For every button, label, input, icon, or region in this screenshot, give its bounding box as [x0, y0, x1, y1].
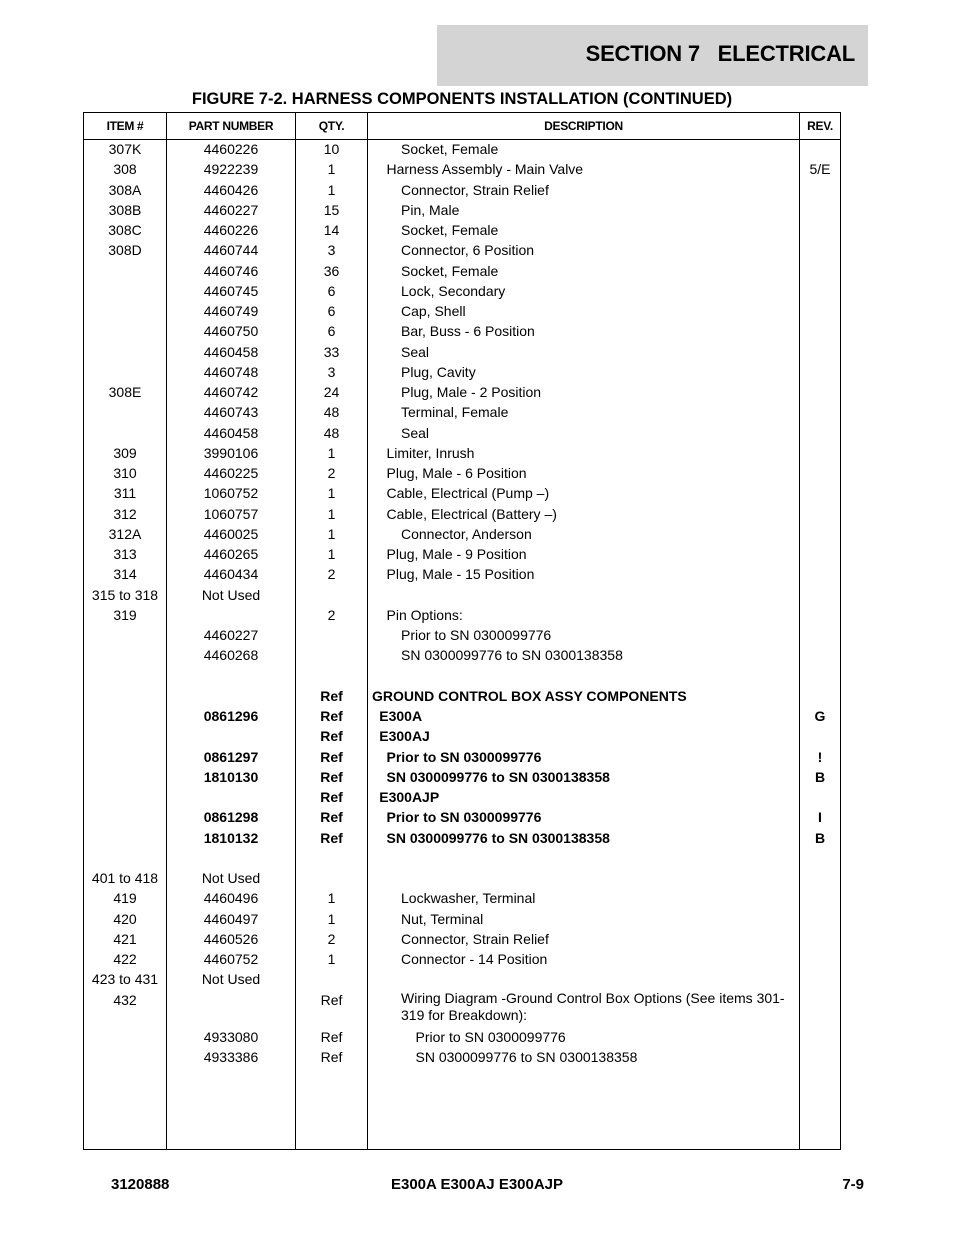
- part-number-cell: 4460025: [203, 525, 259, 542]
- part-number-cell: Not Used: [201, 586, 261, 603]
- qty-cell: 1: [327, 485, 336, 502]
- qty-cell: Ref: [320, 708, 343, 724]
- header-item: ITEM #: [106, 119, 144, 133]
- qty-cell: 1: [327, 444, 336, 461]
- header-description: DESCRIPTION: [544, 119, 623, 133]
- qty-cell: Ref: [320, 809, 343, 826]
- qty-cell: 1: [327, 951, 336, 967]
- qty-cell: Ref: [320, 687, 343, 704]
- qty-cell: 6: [327, 282, 336, 299]
- rev-cell: I: [818, 809, 822, 826]
- item-cell: 310: [113, 465, 137, 481]
- description-cell: Socket, Female: [401, 262, 499, 279]
- part-number-cell: 4460742: [203, 384, 259, 400]
- qty-cell: 1: [327, 181, 336, 198]
- item-cell: 315 to 318: [91, 586, 159, 603]
- part-number-cell: 4922239: [203, 161, 259, 178]
- item-cell: 420: [113, 910, 137, 927]
- part-number-cell: 4460743: [203, 404, 259, 421]
- description-cell: Prior to SN 0300099776: [401, 627, 552, 643]
- item-cell: 311: [113, 485, 137, 502]
- part-number-cell: 4460745: [203, 282, 259, 299]
- description-cell: Nut, Terminal: [401, 910, 484, 927]
- item-cell: 312: [113, 505, 137, 522]
- part-number-cell: 4460458: [203, 424, 259, 441]
- description-cell: Plug, Male - 9 Position: [386, 546, 527, 562]
- rev-cell: G: [814, 708, 826, 724]
- section-title: SECTION 7 ELECTRICAL: [585, 41, 855, 66]
- description-cell: Connector, Strain Relief: [401, 181, 549, 198]
- part-number-cell: Not Used: [201, 870, 261, 886]
- part-number-cell: 4460226: [203, 141, 259, 157]
- qty-cell: 3: [327, 363, 336, 380]
- part-number-cell: 4460744: [203, 242, 259, 259]
- description-cell: Pin Options:: [386, 606, 463, 623]
- qty-cell: 1: [327, 525, 336, 542]
- part-number-cell: 4460225: [203, 465, 259, 481]
- part-number-cell: 1060757: [203, 505, 259, 522]
- part-number-cell: 4460426: [203, 181, 259, 198]
- part-number-cell: 4460268: [203, 647, 259, 664]
- rev-cell: B: [814, 829, 826, 846]
- item-cell: 307K: [108, 141, 142, 157]
- part-number-cell: 1060752: [203, 485, 259, 502]
- qty-cell: 1: [327, 505, 336, 522]
- rev-cell: 5/E: [809, 161, 831, 178]
- qty-cell: Ref: [320, 728, 343, 745]
- qty-cell: 15: [323, 201, 340, 218]
- qty-cell: 48: [323, 404, 340, 421]
- qty-cell: Ref: [320, 829, 343, 846]
- part-number-cell: 4460749: [203, 303, 259, 319]
- footer-page-number: 7-9: [842, 1176, 864, 1193]
- description-cell: Prior to SN 0300099776: [415, 1028, 566, 1045]
- description-cell: Cap, Shell: [401, 303, 466, 319]
- part-number-cell: 4460227: [203, 201, 259, 218]
- description-cell: Socket, Female: [401, 222, 499, 238]
- description-cell: Lockwasher, Terminal: [401, 890, 536, 907]
- part-number-cell: 4933386: [203, 1049, 259, 1065]
- description-cell: SN 0300099776 to SN 0300138358: [401, 647, 623, 664]
- description-cell: Lock, Secondary: [401, 282, 506, 299]
- part-number-cell: 0861297: [203, 748, 259, 765]
- description-cell: SN 0300099776 to SN 0300138358: [415, 1049, 638, 1065]
- qty-cell: 10: [323, 141, 340, 157]
- item-cell: 308A: [108, 181, 142, 198]
- item-cell: 308E: [108, 384, 142, 400]
- part-number-cell: 4460458: [203, 343, 259, 360]
- description-cell: Plug, Cavity: [401, 363, 476, 380]
- description-cell: SN 0300099776 to SN 0300138358: [386, 768, 610, 785]
- qty-cell: Ref: [320, 1028, 343, 1045]
- part-number-cell: 4460497: [203, 910, 259, 927]
- description-cell: E300AJP: [379, 789, 440, 805]
- item-cell: 308B: [108, 201, 142, 218]
- item-cell: 313: [113, 546, 137, 562]
- qty-cell: 1: [327, 910, 336, 927]
- qty-cell: 3: [327, 242, 336, 259]
- description-cell: Plug, Male - 6 Position: [386, 465, 527, 481]
- description-cell: Connector - 14 Position: [401, 951, 548, 967]
- description-cell: SN 0300099776 to SN 0300138358: [386, 829, 610, 846]
- qty-cell: Ref: [320, 789, 343, 805]
- rev-cell: B: [814, 768, 826, 785]
- description-cell: E300A: [379, 708, 423, 724]
- qty-cell: 24: [323, 384, 340, 400]
- item-cell: 319: [113, 606, 137, 623]
- part-number-cell: 0861296: [203, 708, 259, 724]
- part-number-cell: 4460748: [203, 363, 259, 380]
- description-cell: Socket, Female: [401, 141, 499, 157]
- part-number-cell: 4460226: [203, 222, 259, 238]
- description-cell: Bar, Buss - 6 Position: [401, 323, 535, 340]
- item-cell: 432: [113, 991, 137, 1008]
- part-number-cell: 4460265: [203, 546, 259, 562]
- description-cell: Cable, Electrical (Pump –): [386, 485, 550, 502]
- qty-cell: Ref: [320, 1049, 343, 1065]
- qty-cell: 2: [327, 566, 336, 583]
- parts-table: [83, 112, 841, 1150]
- description-cell: Wiring Diagram -Ground Control Box Options (See items 301-319 for Breakdown):: [401, 989, 785, 1023]
- description-cell: Harness Assembly - Main Valve: [386, 161, 584, 178]
- item-cell: 422: [113, 951, 137, 967]
- header-rev: REV.: [807, 119, 833, 133]
- description-cell: Limiter, Inrush: [386, 444, 475, 461]
- qty-cell: 6: [327, 303, 336, 319]
- qty-cell: 2: [327, 465, 336, 481]
- item-cell: 308C: [108, 222, 142, 238]
- part-number-cell: 3990106: [203, 444, 259, 461]
- qty-cell: 1: [327, 890, 336, 907]
- section-banner: [437, 25, 868, 86]
- part-number-cell: 4460526: [203, 930, 259, 947]
- item-cell: 309: [113, 444, 137, 461]
- part-number-cell: 1810132: [203, 829, 259, 846]
- qty-cell: 33: [323, 343, 340, 360]
- part-number-cell: 4460434: [203, 566, 259, 583]
- item-cell: 312A: [108, 525, 142, 542]
- qty-cell: 1: [327, 546, 336, 562]
- column-divider: [799, 113, 800, 1149]
- part-number-cell: 4460752: [203, 951, 259, 967]
- qty-cell: Ref: [320, 748, 343, 765]
- footer-models: E300A E300AJ E300AJP: [390, 1176, 564, 1193]
- description-cell: Plug, Male - 2 Position: [401, 384, 542, 400]
- part-number-cell: 4460496: [203, 890, 259, 907]
- part-number-cell: 4460750: [203, 323, 259, 340]
- part-number-cell: 0861298: [203, 809, 259, 826]
- item-cell: 314: [113, 566, 137, 583]
- part-number-cell: 4460746: [203, 262, 259, 279]
- item-cell: 421: [113, 930, 137, 947]
- part-number-cell: Not Used: [201, 971, 261, 988]
- description-cell: Seal: [401, 343, 430, 360]
- qty-cell: 48: [323, 424, 340, 441]
- item-cell: 308: [113, 161, 137, 178]
- description-cell: Prior to SN 0300099776: [386, 748, 542, 765]
- rev-cell: !: [817, 748, 823, 765]
- description-cell: Prior to SN 0300099776: [386, 809, 542, 826]
- qty-cell: Ref: [320, 991, 343, 1008]
- header-part-number: PART NUMBER: [188, 119, 274, 133]
- qty-cell: 6: [327, 323, 336, 340]
- description-cell: Terminal, Female: [401, 404, 509, 421]
- description-cell: Connector, Anderson: [401, 525, 532, 542]
- header-qty: QTY.: [318, 119, 345, 133]
- part-number-cell: 4933080: [203, 1028, 259, 1045]
- qty-cell: 14: [323, 222, 340, 238]
- qty-cell: 2: [327, 930, 336, 947]
- qty-cell: 1: [327, 161, 336, 178]
- qty-cell: 2: [327, 606, 336, 623]
- description-cell: Plug, Male - 15 Position: [386, 566, 535, 583]
- item-cell: 308D: [108, 242, 142, 259]
- qty-cell: Ref: [320, 768, 343, 785]
- qty-cell: 36: [323, 262, 340, 279]
- item-cell: 423 to 431: [91, 971, 159, 988]
- part-number-cell: 1810130: [203, 768, 259, 785]
- footer-doc-number: 3120888: [111, 1176, 170, 1193]
- description-cell: Seal: [401, 424, 430, 441]
- description-cell: Connector, 6 Position: [401, 242, 535, 259]
- part-number-cell: 4460227: [203, 627, 259, 643]
- description-cell: GROUND CONTROL BOX ASSY COMPONENTS: [372, 687, 687, 704]
- description-cell: Pin, Male: [401, 201, 460, 218]
- description-cell: Connector, Strain Relief: [401, 930, 549, 947]
- item-cell: 419: [113, 890, 137, 907]
- figure-title: FIGURE 7-2. HARNESS COMPONENTS INSTALLATION (CONTINUED): [191, 90, 733, 108]
- description-cell: E300AJ: [379, 728, 430, 745]
- description-cell: Cable, Electrical (Battery –): [386, 505, 557, 522]
- item-cell: 401 to 418: [91, 870, 159, 886]
